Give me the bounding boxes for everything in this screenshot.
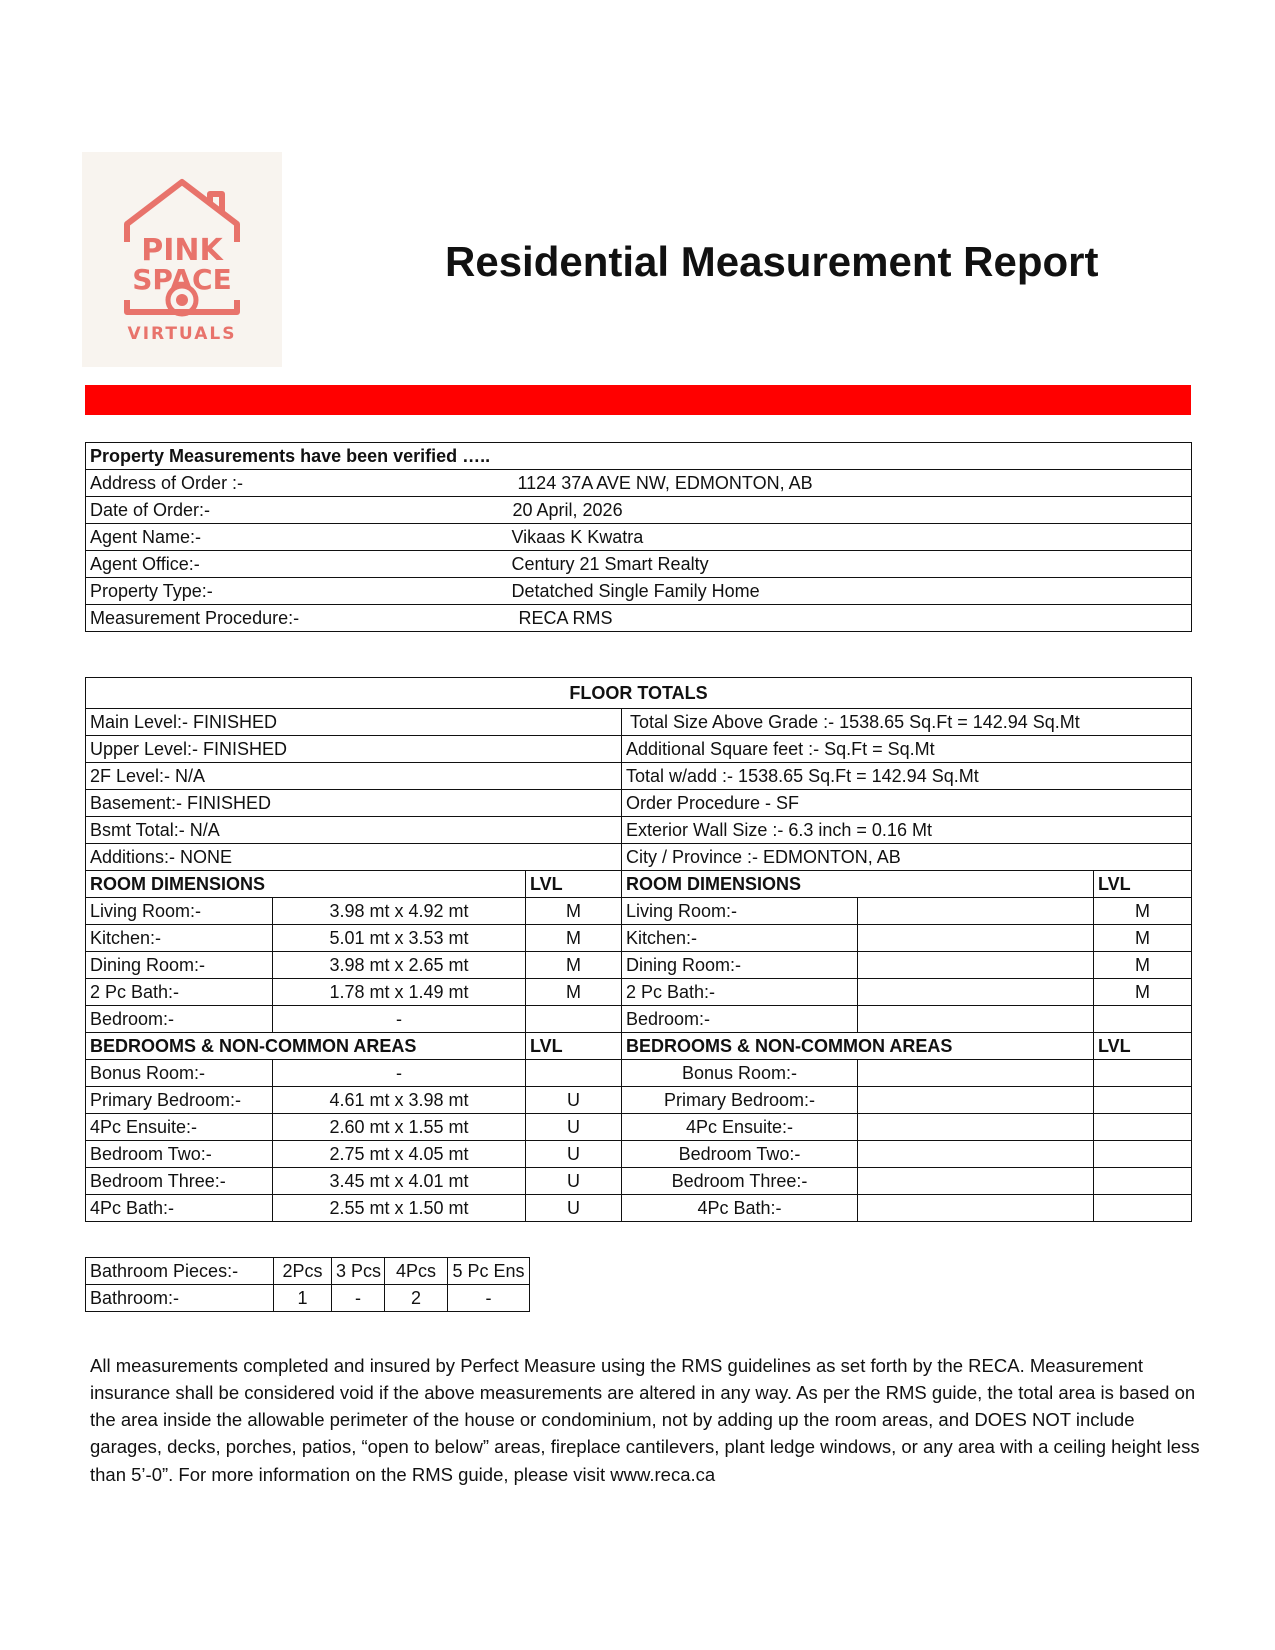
info-value: RECA RMS <box>426 605 1192 632</box>
floor-totals-title: FLOOR TOTALS <box>86 678 1192 709</box>
room-level <box>1094 1006 1192 1033</box>
info-row <box>86 524 1192 551</box>
info-header-row <box>86 443 1192 470</box>
room-level <box>1094 1060 1192 1087</box>
room-level: U <box>526 1141 622 1168</box>
room-name: 4Pc Ensuite:- <box>622 1114 858 1141</box>
room-name: Dining Room:- <box>86 952 273 979</box>
room-row <box>86 979 1192 1006</box>
info-label: Date of Order:- <box>86 497 426 524</box>
room-level: U <box>526 1114 622 1141</box>
room-name: Bedroom Two:- <box>86 1141 273 1168</box>
info-value: 20 April, 2026 <box>426 497 1192 524</box>
room-row <box>86 952 1192 979</box>
bathroom-row-label: Bathroom:- <box>86 1285 274 1312</box>
bedroom-row <box>86 1141 1192 1168</box>
room-dimensions-header: ROOM DIMENSIONS <box>622 871 1094 898</box>
room-level <box>526 1060 622 1087</box>
room-dimension: 2.60 mt x 1.55 mt <box>273 1114 526 1141</box>
bathroom-type-header: 2Pcs <box>274 1258 332 1285</box>
room-dimensions-header: ROOM DIMENSIONS <box>86 871 526 898</box>
summary-left: Bsmt Total:- N/A <box>86 817 622 844</box>
bathroom-pieces-header-row <box>86 1258 530 1285</box>
summary-left: Main Level:- FINISHED <box>86 709 622 736</box>
bathroom-type-header: 3 Pcs <box>332 1258 385 1285</box>
room-name: 2 Pc Bath:- <box>86 979 273 1006</box>
room-level <box>526 1006 622 1033</box>
summary-right: Total Size Above Grade :- 1538.65 Sq.Ft = 142.94 Sq.Mt <box>622 709 1192 736</box>
room-row <box>86 1006 1192 1033</box>
info-label: Agent Office:- <box>86 551 426 578</box>
room-dimension: - <box>273 1060 526 1087</box>
info-row <box>86 470 1192 497</box>
summary-row <box>86 790 1192 817</box>
info-label: Agent Name:- <box>86 524 426 551</box>
summary-row <box>86 817 1192 844</box>
bedroom-row <box>86 1060 1192 1087</box>
bathroom-count: - <box>448 1285 530 1312</box>
room-dimension <box>858 979 1094 1006</box>
info-value: 1124 37A AVE NW, EDMONTON, AB <box>426 470 1192 497</box>
bathroom-count-row <box>86 1285 530 1312</box>
info-row <box>86 578 1192 605</box>
room-level <box>1094 1168 1192 1195</box>
room-dimension <box>858 1141 1094 1168</box>
room-row <box>86 898 1192 925</box>
disclaimer-paragraph: All measurements completed and insured by Perfect Measure using the RMS guidelines as set forth by the RECA. Measurement insurance shall be considered void if the above measurements are altered in any way. As per the RMS guide, the total area is based on the area inside the allowable perimeter of the house or condominium, not by adding up the room areas, and DOES NOT include garages, decks, porches, patios, “open to below” areas, fireplace cantilevers, plant ledge windows, or any area with a ceiling height less than 5’-0”. For more information on the RMS guide, please visit www.reca.ca <box>90 1354 1200 1485</box>
bathroom-pieces-table <box>85 1257 530 1312</box>
info-header: Property Measurements have been verified ….. <box>86 443 1192 470</box>
room-level: M <box>1094 925 1192 952</box>
room-level <box>1094 1195 1192 1222</box>
summary-left: Upper Level:- FINISHED <box>86 736 622 763</box>
room-name: Bonus Room:- <box>86 1060 273 1087</box>
room-dimension <box>858 1114 1094 1141</box>
room-dimension: 5.01 mt x 3.53 mt <box>273 925 526 952</box>
lvl-header: LVL <box>1094 1033 1192 1060</box>
lvl-header: LVL <box>1094 871 1192 898</box>
bedroom-row <box>86 1195 1192 1222</box>
bedrooms-header: BEDROOMS & NON-COMMON AREAS <box>622 1033 1094 1060</box>
room-name: Kitchen:- <box>86 925 273 952</box>
room-level: M <box>1094 979 1192 1006</box>
red-divider-bar <box>85 385 1191 415</box>
room-dimension <box>858 925 1094 952</box>
room-name: Living Room:- <box>622 898 858 925</box>
room-dimension: 3.45 mt x 4.01 mt <box>273 1168 526 1195</box>
floor-totals-title-row <box>86 678 1192 709</box>
summary-row <box>86 736 1192 763</box>
info-label: Address of Order :- <box>86 470 426 497</box>
summary-right: City / Province :- EDMONTON, AB <box>622 844 1192 871</box>
room-level: U <box>526 1195 622 1222</box>
info-label: Property Type:- <box>86 578 426 605</box>
room-name: Primary Bedroom:- <box>86 1087 273 1114</box>
room-dimension: 3.98 mt x 2.65 mt <box>273 952 526 979</box>
room-name: Bedroom Three:- <box>622 1168 858 1195</box>
property-info-table <box>85 442 1192 632</box>
logo-text-pink: PINK <box>141 233 223 268</box>
bathroom-count: - <box>332 1285 385 1312</box>
info-row <box>86 497 1192 524</box>
room-level: U <box>526 1168 622 1195</box>
room-dimension <box>858 952 1094 979</box>
summary-right: Additional Square feet :- Sq.Ft = Sq.Mt <box>622 736 1192 763</box>
bathroom-count: 2 <box>385 1285 448 1312</box>
room-dimension <box>858 1168 1094 1195</box>
room-dimension <box>858 1195 1094 1222</box>
company-logo <box>82 152 282 367</box>
room-dimension <box>858 1006 1094 1033</box>
room-level: M <box>526 925 622 952</box>
summary-right: Exterior Wall Size :- 6.3 inch = 0.16 Mt <box>622 817 1192 844</box>
room-name: Bedroom Three:- <box>86 1168 273 1195</box>
room-name: 4Pc Bath:- <box>86 1195 273 1222</box>
room-dimension: 4.61 mt x 3.98 mt <box>273 1087 526 1114</box>
room-level: M <box>526 952 622 979</box>
bathroom-type-header: 5 Pc Ens <box>448 1258 530 1285</box>
room-level: M <box>1094 952 1192 979</box>
room-dimension: 2.55 mt x 1.50 mt <box>273 1195 526 1222</box>
room-level: M <box>526 898 622 925</box>
room-dimension <box>858 1060 1094 1087</box>
room-dimension: - <box>273 1006 526 1033</box>
summary-row <box>86 763 1192 790</box>
room-name: Primary Bedroom:- <box>622 1087 858 1114</box>
bathroom-count: 1 <box>274 1285 332 1312</box>
room-row <box>86 925 1192 952</box>
summary-right: Order Procedure - SF <box>622 790 1192 817</box>
logo-text-virtuals: VIRTUALS <box>127 324 237 344</box>
report-title: Residential Measurement Report <box>445 238 1099 285</box>
room-name: 2 Pc Bath:- <box>622 979 858 1006</box>
room-name: Bedroom:- <box>86 1006 273 1033</box>
info-value: Century 21 Smart Realty <box>426 551 1192 578</box>
bedrooms-header: BEDROOMS & NON-COMMON AREAS <box>86 1033 526 1060</box>
room-name: Bedroom Two:- <box>622 1141 858 1168</box>
logo-text-space: SPACE <box>132 263 232 296</box>
room-name: 4Pc Ensuite:- <box>86 1114 273 1141</box>
summary-left: Basement:- FINISHED <box>86 790 622 817</box>
bedroom-row <box>86 1087 1192 1114</box>
room-dimensions-header-row <box>86 871 1192 898</box>
room-name: Living Room:- <box>86 898 273 925</box>
pink-space-house-icon <box>82 152 282 367</box>
room-dimension <box>858 898 1094 925</box>
info-value: Vikaas K Kwatra <box>426 524 1192 551</box>
bathroom-pieces-label: Bathroom Pieces:- <box>86 1258 274 1285</box>
floor-totals-table <box>85 677 1192 1222</box>
room-level: U <box>526 1087 622 1114</box>
room-name: Dining Room:- <box>622 952 858 979</box>
info-row <box>86 605 1192 632</box>
bedrooms-header-row <box>86 1033 1192 1060</box>
summary-row <box>86 709 1192 736</box>
bedroom-row <box>86 1168 1192 1195</box>
summary-left: Additions:- NONE <box>86 844 622 871</box>
room-level: M <box>526 979 622 1006</box>
room-level <box>1094 1114 1192 1141</box>
summary-left: 2F Level:- N/A <box>86 763 622 790</box>
lvl-header: LVL <box>526 871 622 898</box>
room-level <box>1094 1087 1192 1114</box>
summary-row <box>86 844 1192 871</box>
room-level: M <box>1094 898 1192 925</box>
lvl-header: LVL <box>526 1033 622 1060</box>
room-dimension: 1.78 mt x 1.49 mt <box>273 979 526 1006</box>
room-dimension: 3.98 mt x 4.92 mt <box>273 898 526 925</box>
info-label: Measurement Procedure:- <box>86 605 426 632</box>
room-name: Bonus Room:- <box>622 1060 858 1087</box>
bedroom-row <box>86 1114 1192 1141</box>
room-name: Kitchen:- <box>622 925 858 952</box>
room-name: Bedroom:- <box>622 1006 858 1033</box>
room-dimension <box>858 1087 1094 1114</box>
summary-right: Total w/add :- 1538.65 Sq.Ft = 142.94 Sq.Mt <box>622 763 1192 790</box>
room-level <box>1094 1141 1192 1168</box>
room-name: 4Pc Bath:- <box>622 1195 858 1222</box>
info-row <box>86 551 1192 578</box>
bathroom-type-header: 4Pcs <box>385 1258 448 1285</box>
room-dimension: 2.75 mt x 4.05 mt <box>273 1141 526 1168</box>
info-value: Detatched Single Family Home <box>426 578 1192 605</box>
